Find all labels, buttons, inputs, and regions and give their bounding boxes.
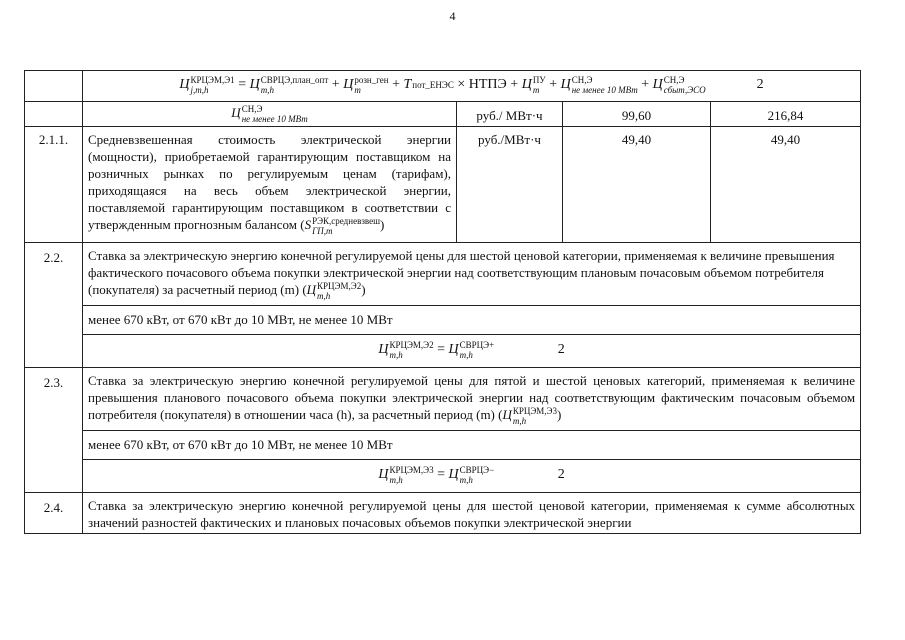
- sn-symbol-cell: Ц СН,Э не менее 10 МВт: [83, 102, 457, 127]
- row-2-2-power: [25, 306, 861, 335]
- row-sn-e: [25, 102, 861, 127]
- item-number: 2.2.: [25, 243, 83, 368]
- unit-cell: руб./ МВт·ч: [457, 102, 563, 127]
- tariff-table: [24, 70, 861, 534]
- formula-note: 2: [756, 77, 764, 93]
- formula-krcem-e1: Ц КРЦЭМ,Э1 j,m,h = Ц СВРЦЭ,план_опт m,h + Ц розн_ген m + T пот_ЕНЭС × НТПЭ + Ц ПУ m + Ц СН,Э не менее 10 МВт + Ц СН,Э сбыт,ЭСО 2: [83, 71, 861, 102]
- row-2-3: [25, 368, 861, 431]
- row-2-4: [25, 493, 861, 534]
- item-description: Ставка за электрическую энергию конечной регулируемой цены для пятой и шестой ценовых категорий, применяемая к величине превышения планового почасового объема покупки электрической энергии над соответствующим фактическим почасовым объемом потребителя (покупателя) в отношении часа (h), за расчетный период (m) (Ц КРЦЭМ,Э3 m,h ): [83, 368, 861, 431]
- empty-num-cell: [25, 71, 83, 102]
- value-cell-2: 216,84: [711, 102, 861, 127]
- formula-krcem-e3: Ц КРЦЭМ,Э3 m,h = Ц СВРЦЭ− m,h 2: [83, 460, 861, 493]
- value-cell-2: 49,40: [711, 127, 861, 243]
- unit-cell: руб./МВт·ч: [457, 127, 563, 243]
- item-description: Ставка за электрическую энергию конечной регулируемой цены для шестой ценовой категории, применяемая к сумме абсолютных значений разностей фактических и плановых почасовых объемов покупки электрической энергии: [83, 493, 861, 534]
- row-2-1-1: [25, 127, 861, 243]
- row-2-3-formula: [25, 460, 861, 493]
- value-cell-1: 49,40: [563, 127, 711, 243]
- row-2-2: [25, 243, 861, 306]
- formula-note: 2: [557, 342, 565, 358]
- power-range: менее 670 кВт, от 670 кВт до 10 МВт, не менее 10 МВт: [83, 306, 861, 335]
- formula-lhs: Ц КРЦЭМ,Э1 j,m,h: [179, 75, 235, 95]
- item-description: Ставка за электрическую энергию конечной регулируемой цены для шестой ценовой категории, применяемая к величине превышения фактического почасового объема покупки электрической энергии над соответствующим плановым почасовым объемом потребителя (покупателя) за расчетный период (m) (Ц КРЦЭМ,Э2 m,h ): [83, 243, 861, 306]
- formula-note: 2: [557, 467, 565, 483]
- value-cell-1: 99,60: [563, 102, 711, 127]
- power-range: менее 670 кВт, от 670 кВт до 10 МВт, не менее 10 МВт: [83, 431, 861, 460]
- formula-krcem-e2: Ц КРЦЭМ,Э2 m,h = Ц СВРЦЭ+ m,h 2: [83, 335, 861, 368]
- empty-num-cell: [25, 102, 83, 127]
- item-description: Средневзвешенная стоимость электрической энергии (мощности), приобретаемой гарантирующим поставщиком на розничных рынках по регулируемым ценам (тарифам), приходящаяся на весь объем электрической энергии, поставляемой гарантирующим поставщиком в соответствии с утвержденным прогнозным балансом (S РЭК,средневзвеш ГП,m ): [83, 127, 457, 243]
- row-2-2-formula: [25, 335, 861, 368]
- page-number: 4: [449, 9, 456, 23]
- item-number: 2.1.1.: [25, 127, 83, 243]
- item-number: 2.3.: [25, 368, 83, 493]
- formula-row-e1: [25, 71, 861, 102]
- item-number: 2.4.: [25, 493, 83, 534]
- row-2-3-power: [25, 431, 861, 460]
